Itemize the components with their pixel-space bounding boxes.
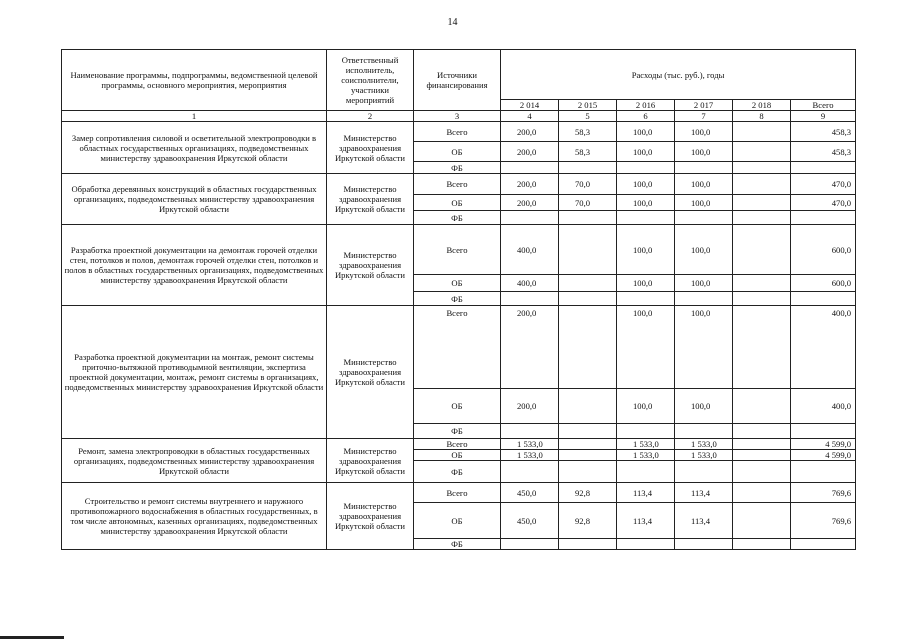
year-value: 100,0	[617, 306, 675, 389]
header-year: 2 016	[617, 100, 675, 111]
year-value: 113,4	[675, 483, 733, 503]
year-value	[733, 389, 791, 424]
year-value	[733, 225, 791, 275]
year-value	[559, 292, 617, 306]
responsible-executor: Министерство здравоохранения Иркутской области	[327, 225, 414, 306]
year-value	[733, 461, 791, 483]
year-value: 100,0	[617, 225, 675, 275]
year-value	[559, 439, 617, 450]
year-value	[617, 461, 675, 483]
year-value: 400,0	[501, 225, 559, 275]
year-value	[733, 450, 791, 461]
year-value: 1 533,0	[675, 439, 733, 450]
year-value	[559, 450, 617, 461]
record-line	[62, 122, 856, 142]
col-number: 2	[327, 111, 414, 122]
year-value: 100,0	[617, 275, 675, 292]
measure-name: Обработка деревянных конструкций в областных государственных организациях, подведомственных министерству здравоохранения Иркутской области	[62, 174, 327, 225]
year-value: 100,0	[617, 174, 675, 195]
year-value	[559, 162, 617, 174]
total-value: 769,6	[791, 503, 856, 539]
year-value	[559, 225, 617, 275]
header-year: 2 017	[675, 100, 733, 111]
total-value	[791, 162, 856, 174]
year-value	[675, 461, 733, 483]
col-number: 5	[559, 111, 617, 122]
year-value: 100,0	[617, 122, 675, 142]
year-value: 58,3	[559, 122, 617, 142]
scan-edge-mark	[0, 629, 905, 640]
year-value: 100,0	[617, 195, 675, 211]
funding-source: ОБ	[414, 275, 501, 292]
year-value: 100,0	[675, 306, 733, 389]
measure-name: Разработка проектной документации на монтаж, ремонт системы приточно-вытяжной противодымной вентиляции, экспертиза проектной документации, монтаж, ремонт системы в организациях, подведомственных министерству здравоохранения Иркутской области	[62, 306, 327, 439]
total-value: 458,3	[791, 122, 856, 142]
year-value: 100,0	[675, 275, 733, 292]
year-value: 400,0	[501, 275, 559, 292]
year-value	[733, 195, 791, 211]
year-value: 70,0	[559, 195, 617, 211]
year-value	[675, 539, 733, 550]
year-value	[559, 211, 617, 225]
year-value	[675, 424, 733, 439]
record-line	[62, 225, 856, 275]
funding-source: ОБ	[414, 142, 501, 162]
year-value	[733, 539, 791, 550]
year-value: 113,4	[675, 503, 733, 539]
year-value	[733, 439, 791, 450]
responsible-executor: Министерство здравоохранения Иркутской области	[327, 174, 414, 225]
responsible-executor: Министерство здравоохранения Иркутской области	[327, 483, 414, 550]
responsible-executor: Министерство здравоохранения Иркутской области	[327, 122, 414, 174]
total-value: 458,3	[791, 142, 856, 162]
year-value: 100,0	[675, 225, 733, 275]
total-value: 600,0	[791, 275, 856, 292]
year-value	[733, 174, 791, 195]
record-line	[62, 174, 856, 195]
funding-source: ОБ	[414, 450, 501, 461]
year-value	[617, 211, 675, 225]
year-value: 92,8	[559, 483, 617, 503]
year-value	[559, 275, 617, 292]
header-source: Источники финансирования	[414, 50, 501, 111]
year-value: 100,0	[675, 174, 733, 195]
header-year: 2 015	[559, 100, 617, 111]
year-value: 113,4	[617, 503, 675, 539]
total-value	[791, 292, 856, 306]
total-value	[791, 424, 856, 439]
year-value	[501, 292, 559, 306]
funding-source: Всего	[414, 122, 501, 142]
funding-source: ФБ	[414, 424, 501, 439]
record-line	[62, 483, 856, 503]
funding-source: Всего	[414, 306, 501, 389]
total-value: 769,6	[791, 483, 856, 503]
year-value	[733, 122, 791, 142]
year-value	[733, 424, 791, 439]
year-value	[617, 539, 675, 550]
funding-source: ОБ	[414, 195, 501, 211]
year-value	[501, 211, 559, 225]
year-value: 200,0	[501, 389, 559, 424]
year-value	[733, 483, 791, 503]
total-value: 600,0	[791, 225, 856, 275]
header-row	[62, 50, 856, 100]
year-value: 450,0	[501, 503, 559, 539]
year-value: 1 533,0	[501, 450, 559, 461]
total-value	[791, 461, 856, 483]
year-value: 1 533,0	[617, 439, 675, 450]
year-value: 70,0	[559, 174, 617, 195]
year-value: 100,0	[675, 142, 733, 162]
responsible-executor: Министерство здравоохранения Иркутской области	[327, 306, 414, 439]
year-value	[733, 275, 791, 292]
funding-source: ФБ	[414, 162, 501, 174]
col-number: 7	[675, 111, 733, 122]
budget-table	[61, 49, 856, 550]
record-line	[62, 439, 856, 450]
funding-source: ФБ	[414, 292, 501, 306]
scan-dash	[0, 636, 64, 639]
col-number: 3	[414, 111, 501, 122]
year-value: 1 533,0	[617, 450, 675, 461]
funding-source: ФБ	[414, 539, 501, 550]
year-value: 100,0	[617, 142, 675, 162]
year-value	[733, 211, 791, 225]
year-value	[501, 424, 559, 439]
total-value: 470,0	[791, 174, 856, 195]
year-value: 58,3	[559, 142, 617, 162]
measure-name: Разработка проектной документации на демонтаж горочей отделки стен, потолков и полов, демонтаж горочей отделки стен, потолков и полов в областных государственных организациях, подведомственных министерству здравоохранения Иркутской области	[62, 225, 327, 306]
total-value: 4 599,0	[791, 450, 856, 461]
year-value: 450,0	[501, 483, 559, 503]
col-number: 8	[733, 111, 791, 122]
total-value: 400,0	[791, 306, 856, 389]
measure-name: Ремонт, замена электропроводки в областных государственных организациях, подведомственных министерству здравоохранения Иркутской области	[62, 439, 327, 483]
year-value: 200,0	[501, 306, 559, 389]
funding-source: Всего	[414, 483, 501, 503]
header-expenses: Расходы (тыс. руб.), годы	[501, 50, 856, 100]
total-value: 4 599,0	[791, 439, 856, 450]
year-value: 100,0	[675, 195, 733, 211]
funding-source: ФБ	[414, 461, 501, 483]
funding-source: ОБ	[414, 389, 501, 424]
funding-source: Всего	[414, 225, 501, 275]
year-value	[733, 292, 791, 306]
total-value	[791, 539, 856, 550]
year-value: 200,0	[501, 142, 559, 162]
responsible-executor: Министерство здравоохранения Иркутской области	[327, 439, 414, 483]
header-responsible: Ответственный исполнитель, соисполнители, участники мероприятий	[327, 50, 414, 111]
year-value	[559, 389, 617, 424]
year-value	[559, 461, 617, 483]
year-value: 92,8	[559, 503, 617, 539]
year-value	[559, 539, 617, 550]
year-value	[733, 142, 791, 162]
year-value: 100,0	[617, 389, 675, 424]
funding-source: Всего	[414, 174, 501, 195]
col-number: 6	[617, 111, 675, 122]
year-value: 1 533,0	[675, 450, 733, 461]
year-value	[675, 211, 733, 225]
year-value	[559, 306, 617, 389]
year-value	[501, 162, 559, 174]
year-value: 200,0	[501, 174, 559, 195]
year-value	[733, 306, 791, 389]
funding-source: Всего	[414, 439, 501, 450]
total-value: 400,0	[791, 389, 856, 424]
funding-source: ФБ	[414, 211, 501, 225]
header-name: Наименование программы, подпрограммы, ведомственной целевой программы, основного мероприятия, мероприятия	[62, 50, 327, 111]
year-value	[617, 292, 675, 306]
header-year: 2 014	[501, 100, 559, 111]
year-value	[501, 461, 559, 483]
record-line	[62, 306, 856, 389]
year-value: 1 533,0	[501, 439, 559, 450]
year-value: 100,0	[675, 389, 733, 424]
year-value: 113,4	[617, 483, 675, 503]
year-value: 200,0	[501, 195, 559, 211]
header-year: 2 018	[733, 100, 791, 111]
year-value	[501, 539, 559, 550]
col-number: 9	[791, 111, 856, 122]
year-value	[733, 503, 791, 539]
year-value	[675, 292, 733, 306]
total-value: 470,0	[791, 195, 856, 211]
total-value	[791, 211, 856, 225]
year-value	[559, 424, 617, 439]
year-value: 200,0	[501, 122, 559, 142]
year-value	[617, 162, 675, 174]
col-number: 4	[501, 111, 559, 122]
year-value	[617, 424, 675, 439]
measure-name: Строительство и ремонт системы внутреннего и наружного противопожарного водоснабжения в областных государственных, в том числе автономных, казенных организациях, подведомственных министерству здравоохранения Иркутской области	[62, 483, 327, 550]
funding-source: ОБ	[414, 503, 501, 539]
year-value	[675, 162, 733, 174]
measure-name: Замер сопротивления силовой и осветительной электропроводки в областных государственных организациях, подведомственных министерству здравоохранения Иркутской области	[62, 122, 327, 174]
year-value: 100,0	[675, 122, 733, 142]
col-number: 1	[62, 111, 327, 122]
column-numbers-row	[62, 111, 856, 122]
page-number: 14	[447, 17, 458, 28]
year-value	[733, 162, 791, 174]
header-total: Всего	[791, 100, 856, 111]
